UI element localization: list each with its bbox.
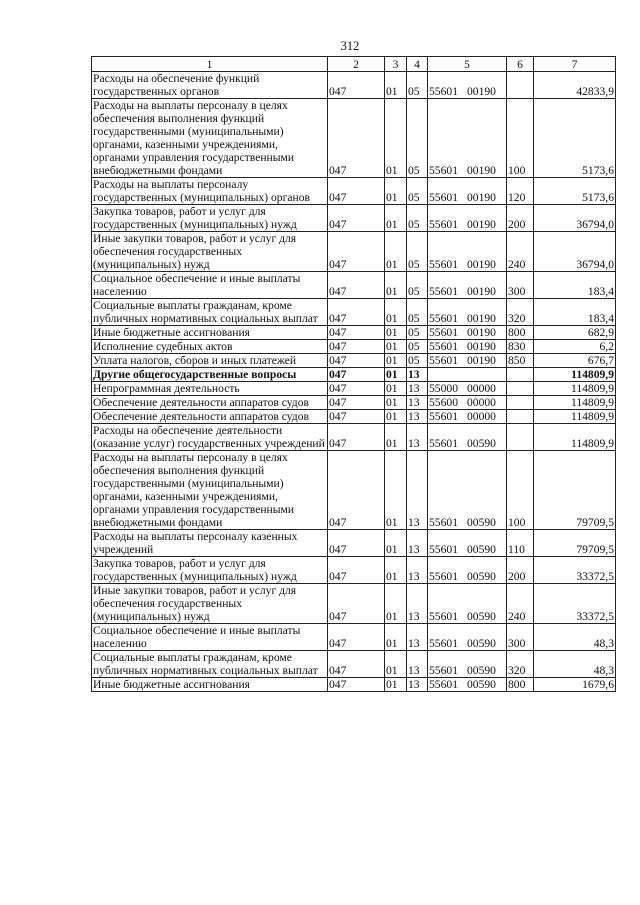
row-code-5a: 55601	[429, 191, 458, 204]
table-row	[92, 451, 616, 530]
row-code-5a: 55601	[429, 678, 458, 691]
row-code-5	[428, 340, 507, 354]
row-amount: 5173,6	[534, 178, 616, 205]
row-code-3: 01	[385, 624, 407, 651]
row-name: Закупка товаров, работ и услуг для государственных (муниципальных) нужд	[92, 205, 328, 232]
row-code-5	[428, 557, 507, 584]
row-code-6: 300	[507, 624, 534, 651]
table-body	[92, 72, 616, 692]
row-code-2: 047	[328, 368, 385, 382]
row-code-6	[507, 368, 534, 382]
row-name: Расходы на выплаты персоналу в целях обеспечения выполнения функций государственными (муниципальными) органами, казенными учреждениями, органами управления государственными внебюджетными фондами	[92, 451, 328, 530]
table-row	[92, 299, 616, 326]
row-amount: 36794,0	[534, 205, 616, 232]
row-amount: 1679,6	[534, 678, 616, 692]
row-code-4: 13	[407, 410, 428, 424]
row-code-5a: 55601	[429, 570, 458, 583]
row-code-4: 13	[407, 624, 428, 651]
row-code-4: 13	[407, 424, 428, 451]
row-code-3: 01	[385, 340, 407, 354]
row-code-6	[507, 396, 534, 410]
row-code-6: 240	[507, 584, 534, 624]
row-code-2: 047	[328, 178, 385, 205]
row-amount: 48,3	[534, 624, 616, 651]
row-code-3: 01	[385, 99, 407, 178]
header-col-5: 5	[428, 57, 507, 72]
row-code-5a: 55600	[429, 396, 458, 409]
row-code-5a: 55601	[429, 258, 458, 271]
row-code-5	[428, 651, 507, 678]
header-col-2: 2	[328, 57, 385, 72]
row-name: Расходы на выплаты персоналу государственных (муниципальных) органов	[92, 178, 328, 205]
row-code-5	[428, 424, 507, 451]
row-code-6: 110	[507, 530, 534, 557]
row-code-4: 13	[407, 557, 428, 584]
row-code-5	[428, 232, 507, 272]
row-code-3: 01	[385, 410, 407, 424]
row-code-2: 047	[328, 272, 385, 299]
row-code-5	[428, 178, 507, 205]
row-amount: 42833,9	[534, 72, 616, 99]
row-code-5	[428, 354, 507, 368]
row-code-5b: 00590	[466, 664, 496, 677]
row-amount: 6,2	[534, 340, 616, 354]
row-code-6: 320	[507, 651, 534, 678]
row-code-6: 100	[507, 99, 534, 178]
row-code-5a: 55601	[429, 340, 458, 353]
row-name: Иные бюджетные ассигнования	[92, 326, 328, 340]
table-row	[92, 99, 616, 178]
row-code-6	[507, 424, 534, 451]
row-code-2: 047	[328, 299, 385, 326]
row-code-6: 240	[507, 232, 534, 272]
row-code-3: 01	[385, 272, 407, 299]
row-code-2: 047	[328, 396, 385, 410]
row-name: Другие общегосударственные вопросы	[92, 368, 328, 382]
row-code-3: 01	[385, 382, 407, 396]
table-row	[92, 678, 616, 692]
row-code-3: 01	[385, 178, 407, 205]
row-amount: 183,4	[534, 272, 616, 299]
row-code-4: 13	[407, 651, 428, 678]
row-code-5a: 55601	[429, 437, 458, 450]
table-header-row	[92, 57, 616, 72]
row-code-2: 047	[328, 205, 385, 232]
table-row	[92, 326, 616, 340]
row-code-5b: 00590	[466, 637, 496, 650]
row-amount: 48,3	[534, 651, 616, 678]
row-code-4: 05	[407, 299, 428, 326]
row-code-2: 047	[328, 424, 385, 451]
table-row	[92, 354, 616, 368]
table-row	[92, 368, 616, 382]
row-code-4: 05	[407, 272, 428, 299]
row-code-4: 13	[407, 530, 428, 557]
row-code-5a: 55601	[429, 410, 458, 423]
row-code-6	[507, 410, 534, 424]
row-code-3: 01	[385, 72, 407, 99]
row-amount: 114809,9	[534, 396, 616, 410]
row-code-4: 05	[407, 178, 428, 205]
row-code-2: 047	[328, 326, 385, 340]
table-row	[92, 584, 616, 624]
row-code-6: 120	[507, 178, 534, 205]
row-code-4: 13	[407, 584, 428, 624]
row-code-2: 047	[328, 678, 385, 692]
row-code-5	[428, 410, 507, 424]
row-code-4: 13	[407, 382, 428, 396]
row-code-2: 047	[328, 72, 385, 99]
header-col-3: 3	[385, 57, 407, 72]
row-code-3: 01	[385, 396, 407, 410]
row-code-2: 047	[328, 232, 385, 272]
row-code-5b: 00190	[466, 218, 496, 231]
table-row	[92, 424, 616, 451]
row-code-5b: 00190	[466, 85, 496, 98]
table-row	[92, 232, 616, 272]
row-code-3: 01	[385, 557, 407, 584]
row-name: Закупка товаров, работ и услуг для государственных (муниципальных) нужд	[92, 557, 328, 584]
row-code-6: 800	[507, 678, 534, 692]
row-code-4: 05	[407, 232, 428, 272]
row-amount: 79709,5	[534, 530, 616, 557]
row-code-5	[428, 205, 507, 232]
row-code-2: 047	[328, 651, 385, 678]
row-name: Социальное обеспечение и иные выплаты населению	[92, 272, 328, 299]
row-code-5b: 00590	[466, 516, 496, 529]
header-col-6: 6	[507, 57, 534, 72]
row-code-2: 047	[328, 354, 385, 368]
row-code-5b: 00000	[466, 382, 496, 395]
row-code-5b: 00190	[466, 340, 496, 353]
table-row	[92, 396, 616, 410]
row-code-3: 01	[385, 678, 407, 692]
row-code-5b: 00590	[466, 543, 496, 556]
table-row	[92, 272, 616, 299]
table-row	[92, 530, 616, 557]
row-amount: 114809,9	[534, 424, 616, 451]
row-code-6: 800	[507, 326, 534, 340]
row-code-2: 047	[328, 624, 385, 651]
row-name: Исполнение судебных актов	[92, 340, 328, 354]
row-code-4: 05	[407, 72, 428, 99]
row-name: Иные закупки товаров, работ и услуг для обеспечения государственных (муниципальных) нужд	[92, 584, 328, 624]
row-name: Непрограммная деятельность	[92, 382, 328, 396]
row-amount: 5173,6	[534, 99, 616, 178]
row-code-5	[428, 382, 507, 396]
row-code-6: 320	[507, 299, 534, 326]
row-amount: 676,7	[534, 354, 616, 368]
table-row	[92, 410, 616, 424]
row-code-3: 01	[385, 451, 407, 530]
row-code-4: 13	[407, 368, 428, 382]
row-code-5b: 00190	[466, 312, 496, 325]
row-code-2: 047	[328, 451, 385, 530]
row-name: Расходы на выплаты персоналу казенных учреждений	[92, 530, 328, 557]
row-code-2: 047	[328, 530, 385, 557]
row-code-4: 05	[407, 99, 428, 178]
row-amount: 114809,9	[534, 368, 616, 382]
row-code-5b: 00000	[466, 410, 496, 423]
row-code-4: 05	[407, 326, 428, 340]
row-amount: 682,9	[534, 326, 616, 340]
row-code-5a: 55601	[429, 543, 458, 556]
row-code-6	[507, 382, 534, 396]
table-row	[92, 382, 616, 396]
row-name: Расходы на выплаты персоналу в целях обеспечения выполнения функций государственными (муниципальными) органами, казенными учреждениями, органами управления государственными внебюджетными фондами	[92, 99, 328, 178]
row-amount: 183,4	[534, 299, 616, 326]
table-row	[92, 624, 616, 651]
page-number: 312	[340, 39, 360, 53]
row-code-2: 047	[328, 410, 385, 424]
row-code-3: 01	[385, 232, 407, 272]
row-code-5b: 00590	[466, 570, 496, 583]
row-name: Социальное обеспечение и иные выплаты населению	[92, 624, 328, 651]
row-code-5	[428, 396, 507, 410]
row-code-3: 01	[385, 651, 407, 678]
row-name: Социальные выплаты гражданам, кроме публичных нормативных социальных выплат	[92, 299, 328, 326]
row-amount: 33372,5	[534, 584, 616, 624]
row-code-5a: 55601	[429, 85, 458, 98]
row-code-3: 01	[385, 424, 407, 451]
row-code-2: 047	[328, 99, 385, 178]
row-name: Социальные выплаты гражданам, кроме публичных нормативных социальных выплат	[92, 651, 328, 678]
row-amount: 114809,9	[534, 382, 616, 396]
row-name: Расходы на обеспечение деятельности (оказание услуг) государственных учреждений	[92, 424, 328, 451]
header-col-1: 1	[92, 57, 328, 72]
row-code-5	[428, 624, 507, 651]
row-code-6: 300	[507, 272, 534, 299]
row-code-5a: 55601	[429, 326, 458, 339]
row-amount: 33372,5	[534, 557, 616, 584]
row-code-4: 05	[407, 340, 428, 354]
row-code-6: 100	[507, 451, 534, 530]
row-code-5	[428, 584, 507, 624]
row-code-5b: 00190	[466, 326, 496, 339]
budget-table	[91, 56, 616, 692]
header-col-4: 4	[407, 57, 428, 72]
table-row	[92, 340, 616, 354]
row-code-6: 850	[507, 354, 534, 368]
row-code-5	[428, 451, 507, 530]
header-col-7: 7	[534, 57, 616, 72]
row-code-6: 200	[507, 557, 534, 584]
row-code-3: 01	[385, 205, 407, 232]
row-amount: 79709,5	[534, 451, 616, 530]
row-code-5b: 00190	[466, 258, 496, 271]
row-code-5a: 55601	[429, 312, 458, 325]
row-name: Иные бюджетные ассигнования	[92, 678, 328, 692]
row-amount: 36794,0	[534, 232, 616, 272]
row-code-5	[428, 530, 507, 557]
row-code-6: 830	[507, 340, 534, 354]
row-code-5b: 00190	[466, 191, 496, 204]
row-code-3: 01	[385, 326, 407, 340]
row-code-4: 05	[407, 354, 428, 368]
row-amount: 114809,9	[534, 410, 616, 424]
row-code-5	[428, 368, 507, 382]
row-name: Обеспечение деятельности аппаратов судов	[92, 410, 328, 424]
row-code-5a: 55601	[429, 164, 458, 177]
row-code-3: 01	[385, 299, 407, 326]
row-code-5b: 00000	[466, 396, 496, 409]
row-name: Обеспечение деятельности аппаратов судов	[92, 396, 328, 410]
row-code-5	[428, 72, 507, 99]
row-code-3: 01	[385, 530, 407, 557]
row-code-5a: 55601	[429, 637, 458, 650]
row-code-5b: 00190	[466, 164, 496, 177]
row-code-5	[428, 326, 507, 340]
row-code-5	[428, 272, 507, 299]
row-code-6: 200	[507, 205, 534, 232]
row-code-5b: 00190	[466, 285, 496, 298]
table-row	[92, 651, 616, 678]
row-code-2: 047	[328, 382, 385, 396]
row-name: Расходы на обеспечение функций государственных органов	[92, 72, 328, 99]
row-code-2: 047	[328, 557, 385, 584]
table-row	[92, 178, 616, 205]
table-row	[92, 205, 616, 232]
row-code-5a: 55601	[429, 610, 458, 623]
row-code-4: 13	[407, 451, 428, 530]
row-code-5b: 00190	[466, 354, 496, 367]
row-code-5a: 55601	[429, 516, 458, 529]
row-code-3: 01	[385, 354, 407, 368]
row-code-2: 047	[328, 340, 385, 354]
row-code-3: 01	[385, 584, 407, 624]
row-code-5b: 00590	[466, 678, 496, 691]
row-code-2: 047	[328, 584, 385, 624]
row-code-5a: 55000	[429, 382, 458, 395]
row-code-5a: 55601	[429, 354, 458, 367]
row-code-5	[428, 678, 507, 692]
row-code-5a: 55601	[429, 664, 458, 677]
table-row	[92, 72, 616, 99]
row-code-3: 01	[385, 368, 407, 382]
row-code-5a: 55601	[429, 285, 458, 298]
table-row	[92, 557, 616, 584]
row-code-5	[428, 299, 507, 326]
row-code-4: 05	[407, 205, 428, 232]
row-code-4: 13	[407, 396, 428, 410]
row-code-5a: 55601	[429, 218, 458, 231]
row-code-6	[507, 72, 534, 99]
row-name: Иные закупки товаров, работ и услуг для обеспечения государственных (муниципальных) нужд	[92, 232, 328, 272]
row-code-5	[428, 99, 507, 178]
row-code-4: 13	[407, 678, 428, 692]
row-code-5b: 00590	[466, 610, 496, 623]
row-code-5b: 00590	[466, 437, 496, 450]
row-name: Уплата налогов, сборов и иных платежей	[92, 354, 328, 368]
